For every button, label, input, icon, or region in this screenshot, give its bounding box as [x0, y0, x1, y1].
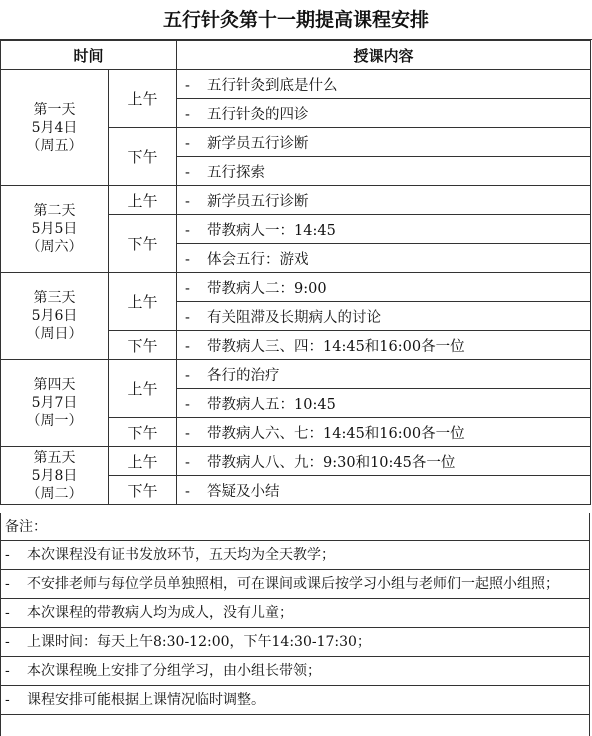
note-item — [1, 599, 589, 628]
bullet-dash: - — [5, 576, 10, 592]
session-half: 上午 — [109, 273, 177, 331]
lesson-item — [177, 244, 591, 273]
schedule-table — [0, 40, 591, 505]
table-row — [1, 186, 591, 215]
lesson-text: 带教病人六、七：14:45和16:00各一位 — [207, 425, 465, 442]
lesson-text: 有关阻滞及长期病人的讨论 — [207, 309, 382, 326]
lesson-item — [177, 99, 591, 128]
note-item — [1, 570, 589, 599]
day-name: 第一天 — [33, 101, 76, 118]
day-date: 5月5日 — [31, 221, 78, 237]
lesson-item — [177, 186, 591, 215]
day-cell — [1, 186, 109, 273]
day-date: 5月4日 — [31, 119, 78, 136]
table-header-row — [1, 41, 591, 70]
lesson-text: 带教病人二：9:00 — [207, 280, 327, 297]
session-half: 下午 — [109, 418, 177, 447]
day-weekday: （周五） — [26, 137, 83, 154]
lesson-text: 答疑及小结 — [207, 483, 280, 500]
day-weekday: （周日） — [26, 326, 83, 342]
lesson-item — [177, 331, 591, 360]
lesson-text: 各行的治疗 — [207, 367, 280, 384]
note-item — [1, 541, 589, 570]
day-name: 第五天 — [33, 449, 76, 466]
lesson-text: 新学员五行诊断 — [207, 193, 309, 210]
table-row — [1, 447, 591, 476]
bullet-dash: - — [185, 338, 190, 355]
session-half: 下午 — [109, 215, 177, 273]
bullet-dash: - — [185, 77, 190, 94]
bullet-dash: - — [185, 251, 190, 268]
lesson-item — [177, 128, 591, 157]
day-name: 第四天 — [33, 377, 76, 393]
bullet-dash: - — [5, 547, 10, 563]
bullet-dash: - — [185, 454, 190, 471]
bullet-dash: - — [5, 692, 10, 708]
day-weekday: （周一） — [26, 413, 83, 429]
schedule-body — [1, 70, 591, 505]
table-row — [1, 70, 591, 99]
lesson-text: 新学员五行诊断 — [207, 135, 309, 152]
day-weekday: （周六） — [26, 239, 83, 255]
lesson-text: 五行针灸到底是什么 — [207, 77, 338, 94]
day-cell — [1, 70, 109, 186]
lesson-item — [177, 360, 591, 389]
table-row — [1, 360, 591, 389]
header-content: 授课内容 — [177, 41, 591, 70]
notes-section — [0, 513, 590, 736]
lesson-item — [177, 70, 591, 99]
bullet-dash: - — [185, 425, 190, 442]
lesson-text: 五行针灸的四诊 — [207, 106, 309, 123]
session-half: 上午 — [109, 186, 177, 215]
bullet-dash: - — [185, 396, 190, 413]
lesson-item — [177, 418, 591, 447]
note-text: 不安排老师与每位学员单独照相，可在课间或课后按学习小组与老师们一起照小组照； — [27, 576, 559, 592]
lesson-text: 带教病人一：14:45 — [207, 222, 336, 239]
day-date: 5月7日 — [31, 395, 78, 411]
lesson-text: 五行探索 — [207, 164, 266, 181]
session-half: 上午 — [109, 447, 177, 476]
day-date: 5月6日 — [31, 308, 78, 324]
note-text: 课程安排可能根据上课情况临时调整。 — [27, 692, 265, 708]
bullet-dash: - — [185, 309, 190, 326]
note-item — [1, 686, 589, 715]
day-name: 第二天 — [33, 203, 76, 219]
notes-list — [1, 541, 589, 715]
bullet-dash: - — [185, 367, 190, 384]
lesson-item — [177, 215, 591, 244]
day-weekday: （周二） — [26, 485, 83, 502]
bullet-dash: - — [5, 605, 10, 621]
note-text: 本次课程晚上安排了分组学习，由小组长带领； — [27, 663, 321, 679]
bullet-dash: - — [185, 280, 190, 297]
note-item — [1, 628, 589, 657]
lesson-item — [177, 273, 591, 302]
lesson-item — [177, 157, 591, 186]
bullet-dash: - — [5, 663, 10, 679]
notes-title: 备注： — [1, 513, 589, 541]
note-text: 上课时间：每天上午8:30-12:00，下午14:30-17:30； — [27, 634, 371, 650]
bullet-dash: - — [185, 164, 190, 181]
day-name: 第三天 — [33, 290, 76, 306]
session-half: 下午 — [109, 128, 177, 186]
session-half: 上午 — [109, 70, 177, 128]
day-date: 5月8日 — [31, 467, 78, 484]
lesson-text: 带教病人八、九：9:30和10:45各一位 — [207, 454, 456, 471]
day-cell — [1, 273, 109, 360]
lesson-item — [177, 476, 591, 505]
bullet-dash: - — [185, 135, 190, 152]
bullet-dash: - — [5, 634, 10, 650]
session-half: 下午 — [109, 476, 177, 505]
table-row — [1, 273, 591, 302]
day-cell — [1, 447, 109, 505]
bullet-dash: - — [185, 106, 190, 123]
lesson-text: 带教病人三、四：14:45和16:00各一位 — [207, 338, 465, 355]
bullet-dash: - — [185, 193, 190, 210]
note-text: 本次课程的带教病人均为成人，没有儿童； — [27, 605, 293, 621]
lesson-item — [177, 302, 591, 331]
lesson-item — [177, 447, 591, 476]
day-cell — [1, 360, 109, 447]
bullet-dash: - — [185, 483, 190, 500]
lesson-text: 体会五行：游戏 — [207, 251, 309, 268]
session-half: 上午 — [109, 360, 177, 418]
lesson-item — [177, 389, 591, 418]
bullet-dash: - — [185, 222, 190, 239]
note-item — [1, 657, 589, 686]
session-half: 下午 — [109, 331, 177, 360]
header-time: 时间 — [1, 41, 177, 70]
note-text: 本次课程没有证书发放环节，五天均为全天教学； — [27, 547, 335, 563]
page-title: 五行针灸第十一期提高课程安排 — [0, 0, 592, 40]
lesson-text: 带教病人五：10:45 — [207, 396, 336, 413]
